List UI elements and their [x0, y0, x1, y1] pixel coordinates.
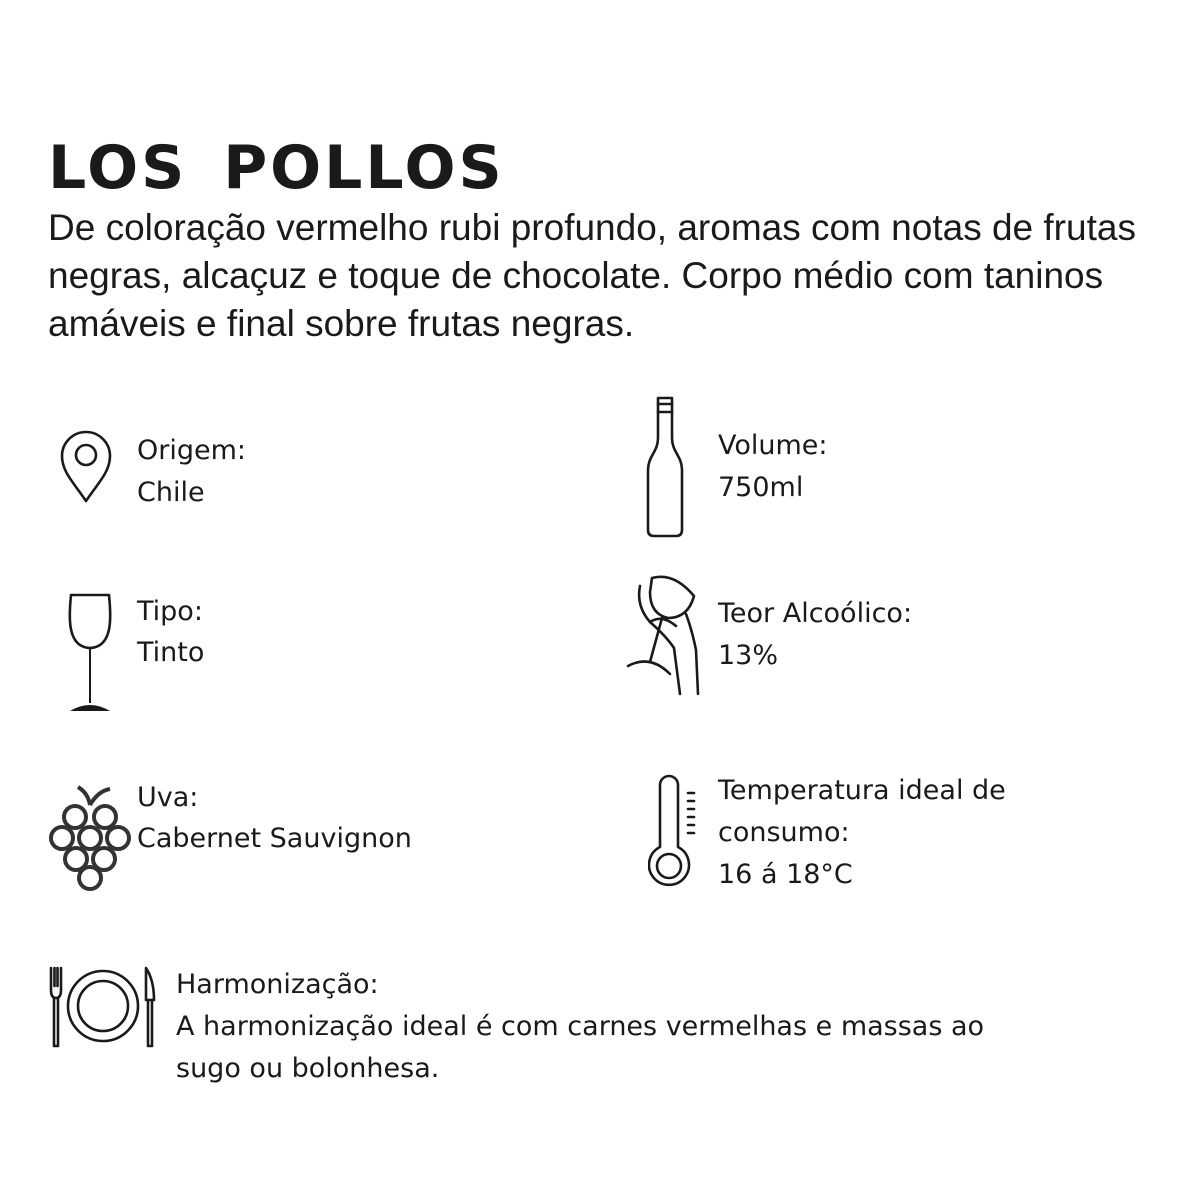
grapes-icon	[48, 783, 132, 891]
hand-holding-glass-icon	[622, 570, 702, 700]
product-description: De coloração vermelho rubi profundo, aromas com notas de frutas negras, alcaçuz e toque de chocolate. Corpo médio com taninos amáveis e final sobre frutas negras.	[48, 207, 1136, 344]
temperature-value: 16 á 18°C	[718, 859, 853, 890]
grape-value: Cabernet Sauvignon	[137, 823, 412, 854]
origin-label: Origem:	[137, 435, 247, 466]
thermometer-icon	[648, 773, 700, 891]
alcohol-label: Teor Alcoólico:	[718, 598, 913, 629]
pairing-label: Harmonização:	[176, 969, 379, 1000]
wine-bottle-icon	[644, 394, 686, 540]
type-value: Tinto	[137, 637, 205, 668]
volume-value: 750ml	[718, 472, 804, 503]
volume-label: Volume:	[718, 430, 828, 461]
origin-value: Chile	[137, 477, 205, 508]
pairing-value: A harmonização ideal é com carnes vermelhas e massas ao sugo ou bolonhesa.	[176, 1011, 985, 1084]
wine-glass-icon	[66, 591, 114, 717]
product-title: LOS POLLOS	[48, 133, 505, 203]
type-label: Tipo:	[137, 596, 203, 627]
map-pin-icon	[58, 428, 114, 504]
alcohol-value: 13%	[718, 640, 779, 671]
temperature-label: Temperatura ideal de consumo:	[718, 775, 1006, 848]
grape-label: Uva:	[137, 782, 199, 813]
plate-cutlery-icon	[48, 966, 158, 1050]
